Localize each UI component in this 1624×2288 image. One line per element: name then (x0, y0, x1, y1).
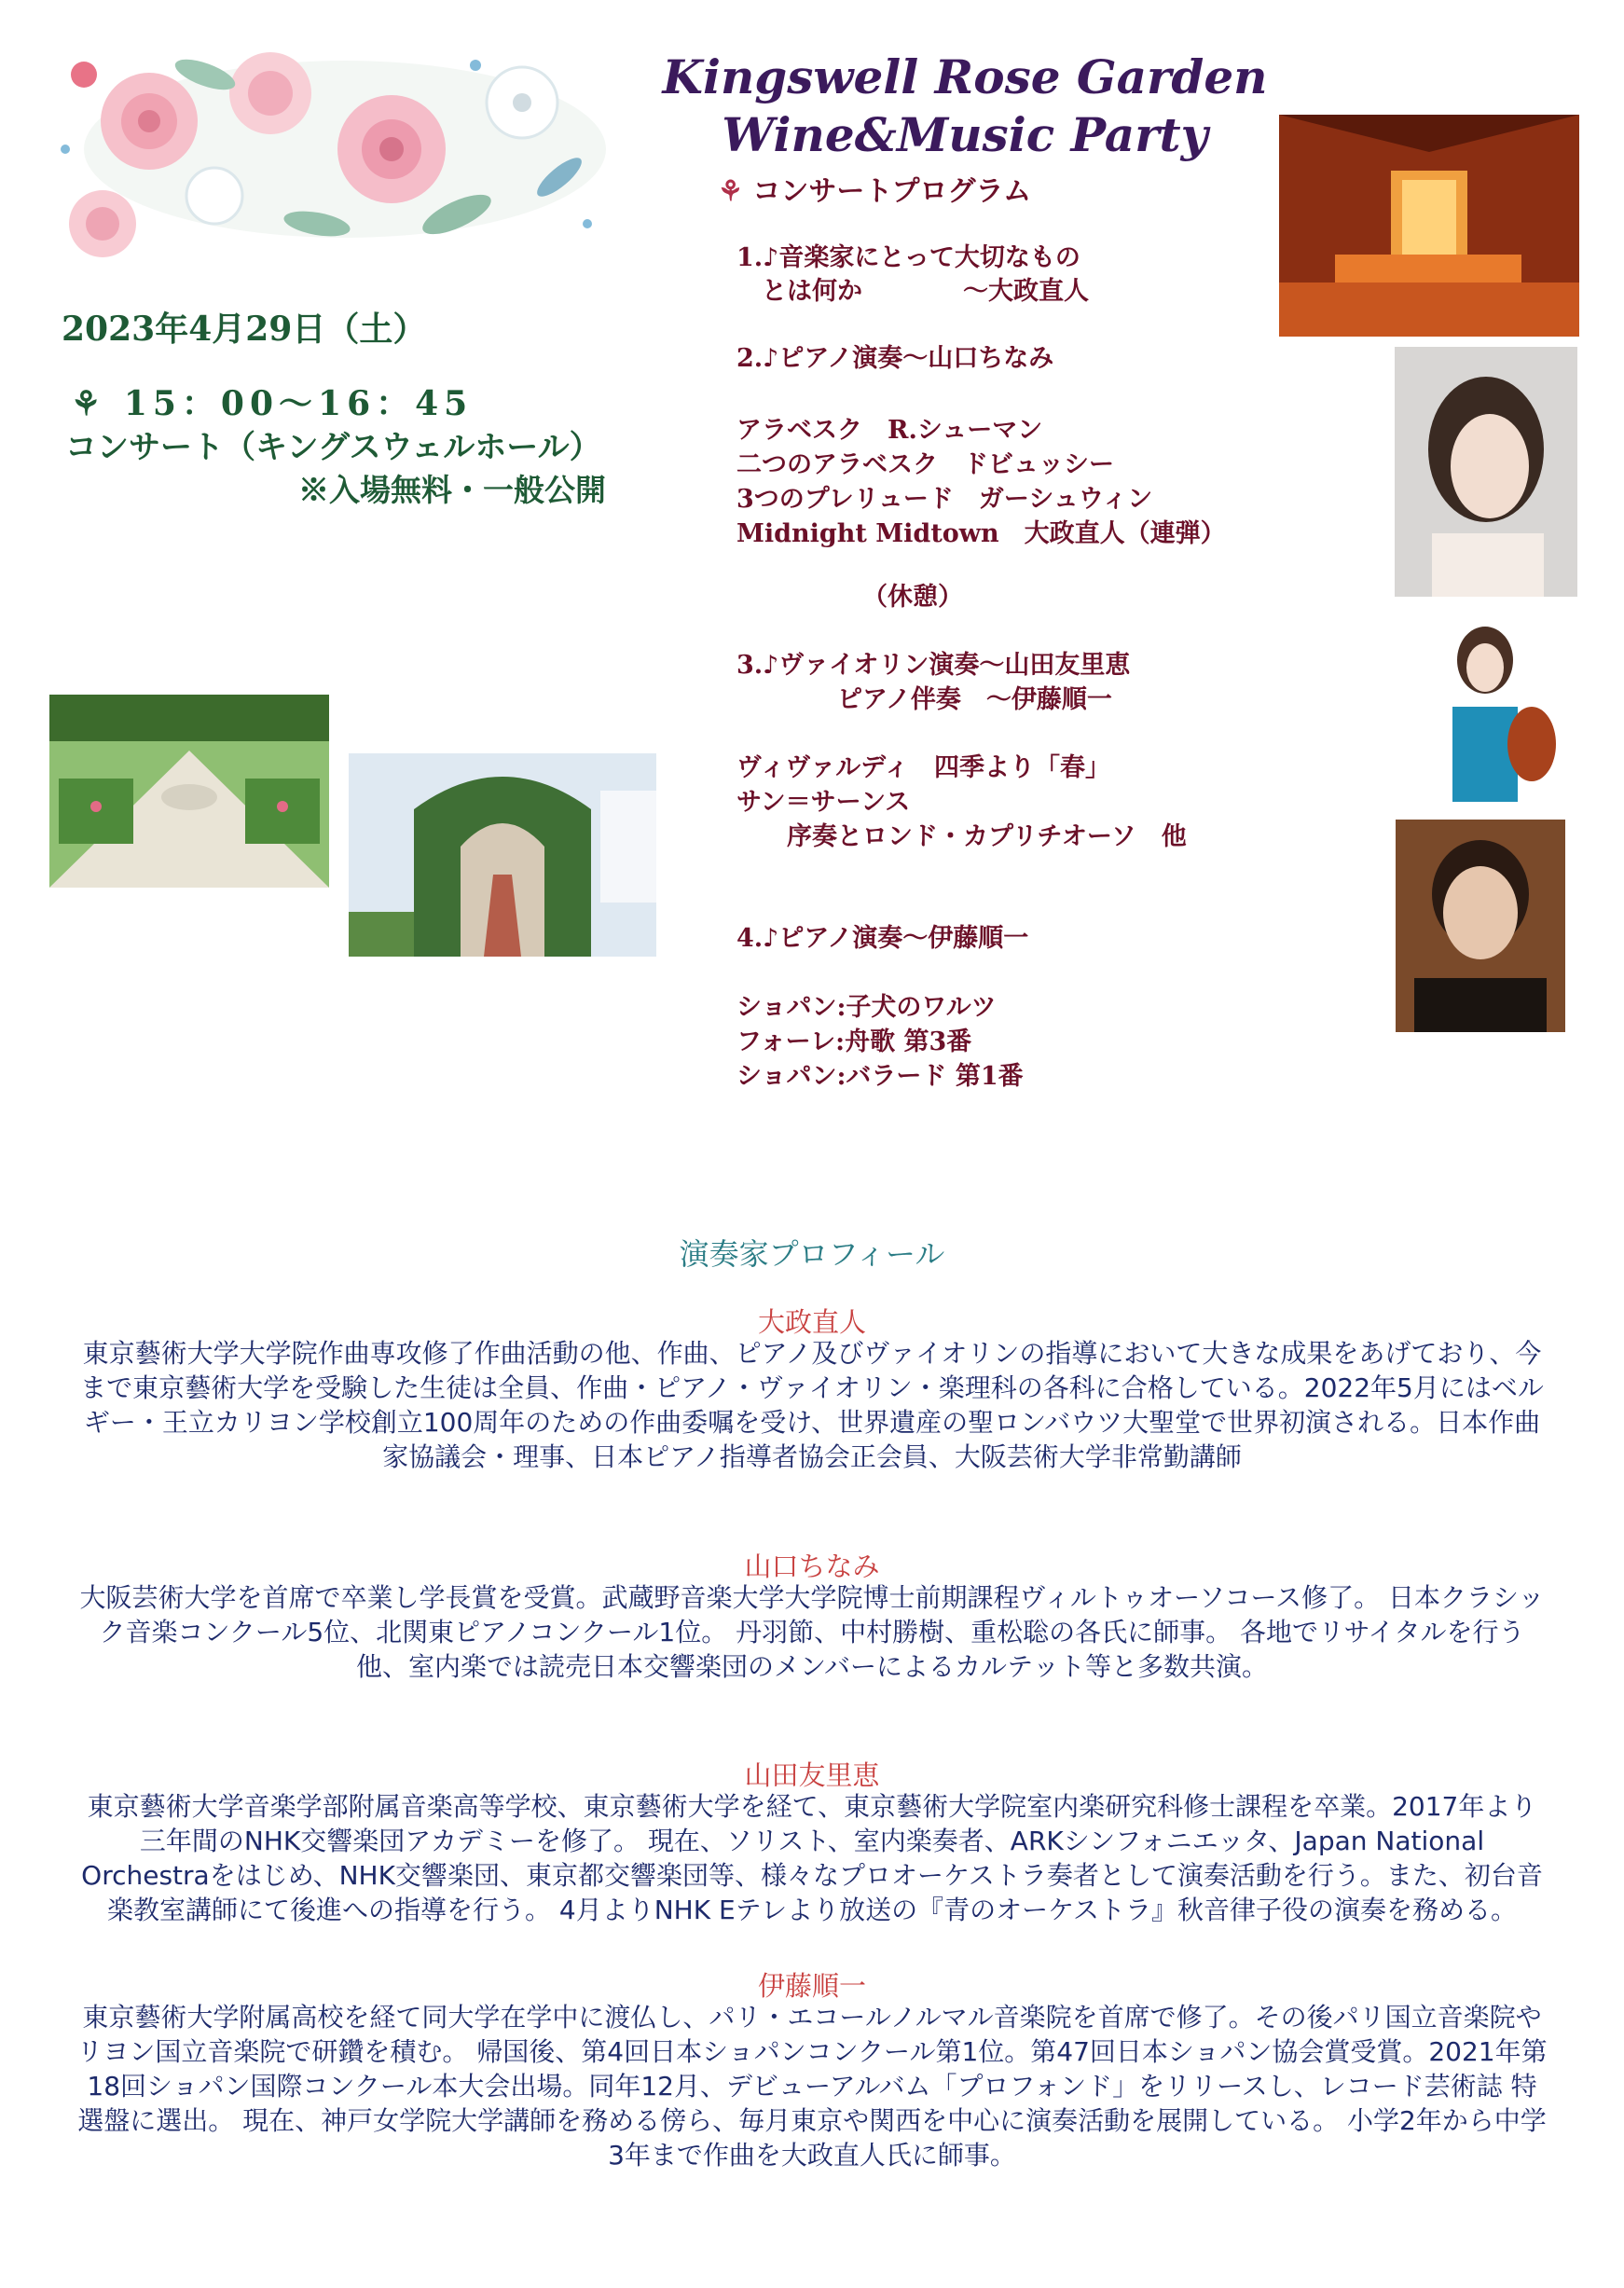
program-item-2: 2.♪ピアノ演奏～山口ちなみ (736, 344, 1054, 373)
event-venue: コンサート（キングスウェルホール） (65, 429, 601, 466)
profile-name-ito: 伊藤順一 (757, 1970, 866, 2002)
program-piece: アラベスク R.シューマン (736, 416, 1043, 445)
rose-garden-photo (49, 695, 329, 888)
event-admission: ※入場無料・一般公開 (298, 472, 606, 508)
profile-bio-yamaguchi: 大阪芸術大学を首席で卒業し学長賞を受賞。武蔵野音楽大学大学院博士前期課程ヴィルトゥオーソコース修了。 日本クラシック音楽コンクール5位、北関東ピアノコンクール1位。 丹羽節、中村勝樹、重松聡の各氏に師事。 各地でリサイタルを行う他、室内楽では読売日本交響楽団のメンバーによるカルテット等と多数共演。 (79, 1582, 1545, 1682)
rose-icon: ⚘ (718, 175, 743, 208)
profiles-heading: 演奏家プロフィール (679, 1236, 945, 1272)
program-piece: ショパン:子犬のワルツ (736, 993, 997, 1022)
tulip-icon: ⚘ (71, 384, 107, 423)
program-heading: コンサートプログラム (752, 175, 1032, 208)
program-piece: サン＝サーンス (736, 788, 911, 817)
concert-hall-photo (1279, 115, 1579, 337)
profile-bio-omasa: 東京藝術大学大学院作曲専攻修了作曲活動の他、作曲、ピアノ及びヴァイオリンの指導において大きな成果をあげており、今まで東京藝術大学を受験した生徒は全員、作曲・ピアノ・ヴァイオリン・楽理科の各科に合格している。2022年5月にはベルギー・王立カリヨン学校創立100周年のための作曲委嘱を受け、世界遺産の聖ロンバウツ大聖堂で世界初演される。日本作曲家協議会・理事、日本ピアノ指導者協会正会員、大阪芸術大学非常勤講師 (80, 1338, 1544, 1472)
program-piece: Midnight Midtown 大政直人（連弾） (736, 519, 1226, 548)
event-time: 15：00～16：45 (123, 384, 474, 423)
rose-arch-photo (349, 753, 656, 957)
pianist-junichi-photo (1396, 820, 1565, 1032)
profile-name-yamaguchi: 山口ちなみ (744, 1551, 880, 1582)
rose-decoration (37, 37, 615, 270)
event-title-line1: Kingswell Rose Garden (662, 49, 1268, 104)
program-piece: ショパン:バラード 第1番 (736, 1062, 1024, 1091)
profile-bio-ito: 東京藝術大学附属高校を経て同大学在学中に渡仏し、パリ・エコールノルマル音楽院を首席で修了。その後パリ国立音楽院やリヨン国立音楽院で研鑽を積む。 帰国後、第4回日本ショパンコンクール第1位。第47回日本ショパン協会賞受賞。2021年第18回ショパン国際コンクール本大会出場。同年12月、デビューアルバム「プロフォンド」をリリースし、レコード芸術誌 特選盤に選出。 現在、神戸女学院大学講師を務める傍ら、毎月東京や関西を中心に演奏活動を展開している。 小学2年から中学3年まで作曲を大政直人氏に師事。 (76, 2002, 1548, 2171)
program-piece: 3つのプレリュード ガーシュウィン (736, 485, 1153, 514)
violinist-yurie-photo (1415, 604, 1576, 802)
program-piece: 序奏とロンド・カプリチオーソ 他 (736, 822, 1187, 851)
program-item-1-line2: とは何か ～大政直人 (736, 277, 1089, 306)
event-time-row (71, 378, 473, 425)
program-item-1-line1: 1.♪音楽家にとって大切なもの (736, 243, 1080, 272)
program-item-4: 4.♪ピアノ演奏～伊藤順一 (736, 924, 1029, 953)
program-intermission: （休憩） (862, 583, 963, 612)
program-item-3-line1: 3.♪ヴァイオリン演奏～山田友里恵 (736, 651, 1131, 680)
profile-bio-yamada: 東京藝術大学音楽学部附属音楽高等学校、東京藝術大学を経て、東京藝術大学院室内楽研究科修士課程を卒業。2017年より三年間のNHK交響楽団アカデミーを修了。 現在、ソリスト、室内楽奏者、ARKシンフォニエッタ、Japan National Orchestraをはじめ、NHK交響楽団、東京都交響楽団等、様々なプロオーケストラ奏者として演奏活動を行う。また、初台音楽教室講師にて後進への指導を行う。 4月よりNHK Eテレより放送の『青のオーケストラ』秋音律子役の演奏を務める。 (81, 1791, 1543, 1925)
pianist-chinami-photo (1395, 347, 1577, 597)
profile-name-omasa: 大政直人 (757, 1306, 866, 1338)
program-item-3-line2: ピアノ伴奏 ～伊藤順一 (736, 685, 1112, 714)
program-piece: 二つのアラベスク ドビュッシー (736, 450, 1114, 479)
program-piece: フォーレ:舟歌 第3番 (736, 1027, 972, 1056)
program-heading-row (718, 168, 1031, 209)
program-piece: ヴィヴァルディ 四季より「春」 (736, 753, 1110, 782)
profile-name-yamada: 山田友里恵 (744, 1759, 880, 1791)
event-title-line2: Wine&Music Party (722, 107, 1208, 162)
event-date: 2023年4月29日（土） (62, 310, 427, 349)
